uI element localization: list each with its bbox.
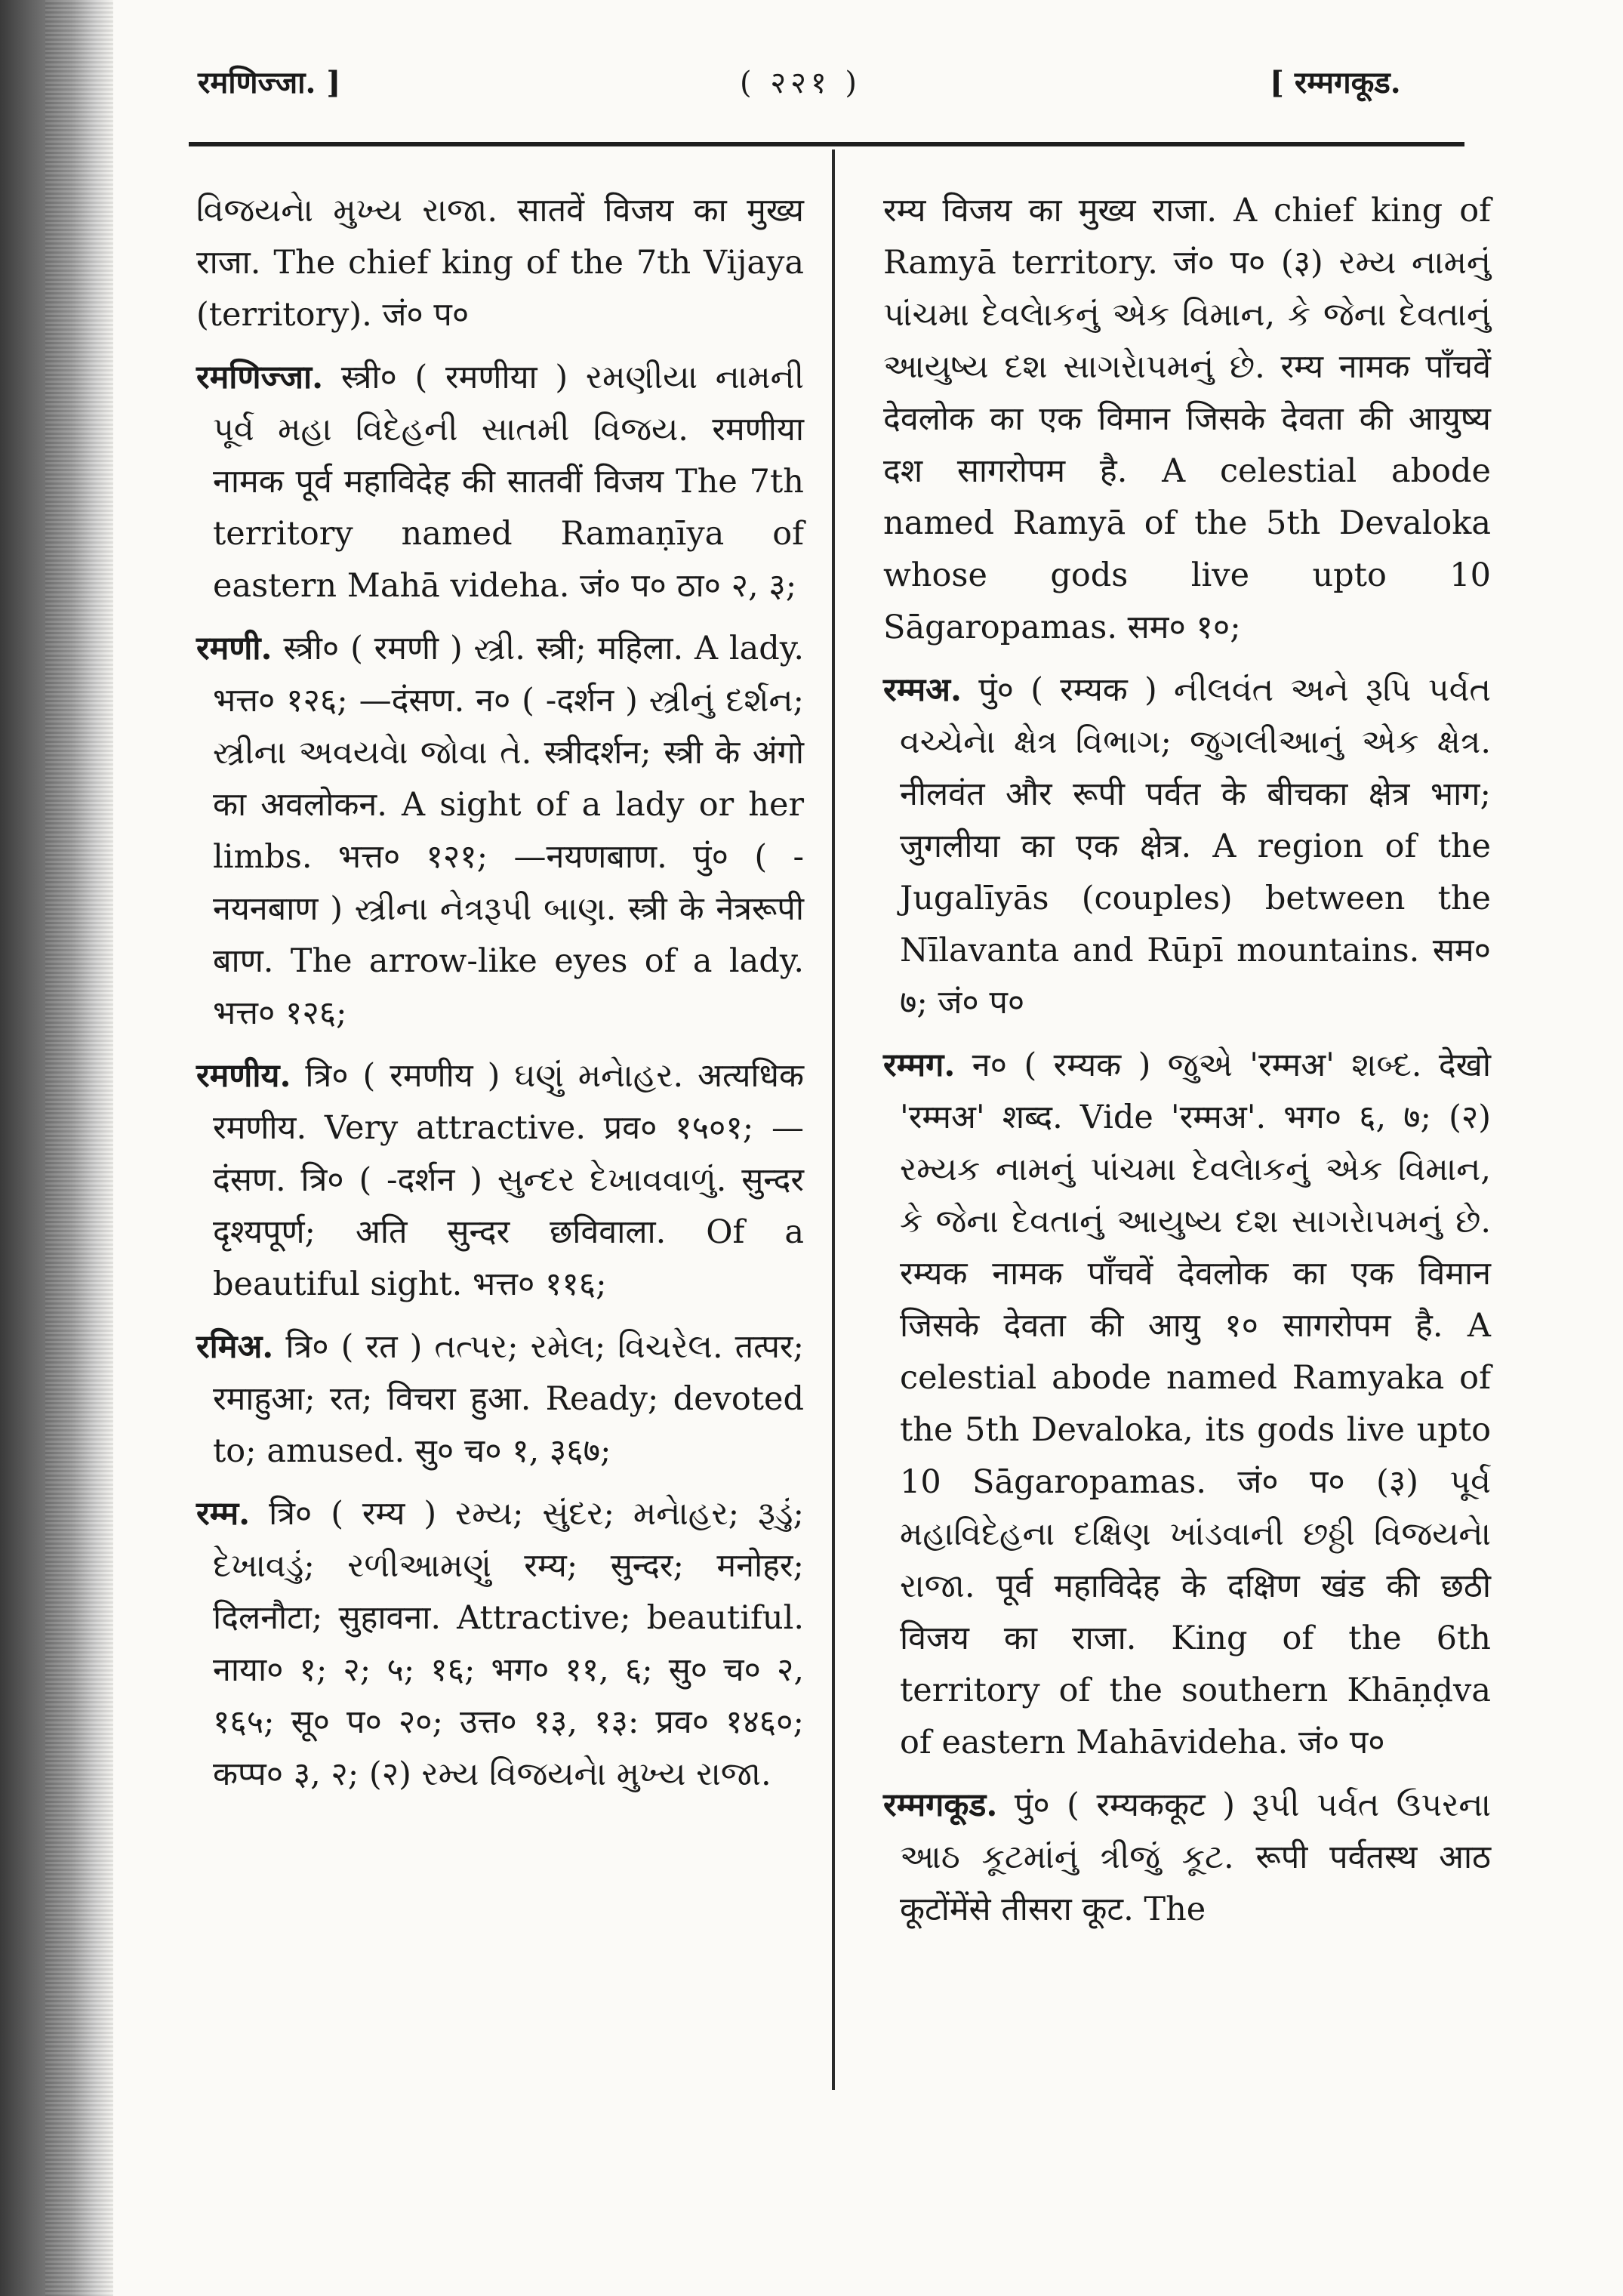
entry-text: पुं० ( रम्यक ) નીલવંત અને રૂપિ પર્વત વચ્ચેનેા ક્ષેત્ર વિભાગ; જુગલીઆનું એક ક્ષેત્ર. नीलवंत और रूपी पर्वत के बीचका क्षेत्र भाग; जुगलीया का एक क्षेत्र. A region of the Jugalīyās (couples) between the Nīlavanta and Rūpī mountains. सम० ७; जं० प०	[900, 671, 1491, 1022]
dictionary-entry	[196, 1050, 804, 1311]
entry-headword: रम्मग.	[883, 1046, 956, 1084]
entry-headword: रमिअ.	[196, 1328, 274, 1366]
entry-text: पुं० ( रम्यककूट ) રૂપી પર્વત ઉપરના આઠ કૂટમાંનું ત્રીજું કૂટ. रूपी पर्वतस्थ आठ कूटोंमेंसे तीसरा कूट. The	[900, 1786, 1491, 1928]
dictionary-entry	[196, 185, 804, 341]
entry-headword: रम्मगकूड.	[883, 1786, 998, 1824]
dictionary-entry	[883, 664, 1491, 1029]
dictionary-entry	[883, 185, 1491, 654]
entry-text: त्रि० ( रम्य ) રમ્ય; સુંદર; મનેાહર; રૂડું; દેખાવડું; રળીઆમણું रम्य; सुन्दर; मनोहर; दिलनौटा; सुहावना. Attractive; beautiful. नाया० १; २; ५; १६; भग० ११, ६; सु० च० २, १६५; सू० प० २०; उत्त० १३, १३: प्रव० १४६०; कप्प० ३, २; (२) રમ્ય વિજયનેા મુખ્ય રાજા.	[213, 1495, 804, 1793]
entry-text: स्त्री० ( रमणीया ) રમણીયા નામની પૂર્વ મહા વિદેહની સાતમી વિજય. रमणीया नामक पूर्व महाविदेह की सातवीं विजय The 7th territory named Ramaṇīya of eastern Mahā videha. जं० प० ठा० २, ३;	[213, 359, 805, 605]
entry-text: स्त्री० ( रमणी ) સ્ત્રી. स्त्री; महिला. A lady. भत्त० १२६; —दंसण. न० ( -दर्शन ) સ્ત્રીનું દર્શન; સ્ત્રીના અવયવેા જોવા તે. स्त्रीदर्शन; स्त्री के अंगो का अवलोकन. A sight of a lady or her limbs. भत्त० १२१; —नयणबाण. पुं० ( -नयनबाण ) સ્ત્રીના નેત્રરૂપી બાણ. स्त्री के नेत्ररूपी बाण. The arrow-like eyes of a lady. भत्त० १२६;	[213, 630, 805, 1032]
entry-headword: रमणी.	[196, 630, 273, 667]
entry-headword: रमणीय.	[196, 1057, 291, 1095]
column-divider	[832, 149, 835, 2090]
dictionary-entry	[196, 1321, 804, 1478]
entry-headword: रमणिज्जा.	[196, 359, 324, 396]
header-right-guideword: [ रम्मगकूड.	[1270, 65, 1401, 100]
dictionary-entry	[883, 1780, 1491, 1936]
binding-shadow-texture	[45, 0, 113, 2296]
dictionary-entry	[196, 352, 804, 612]
entry-text: न० ( रम्यक ) જુએ 'रम्मअ' શબ્દ. देखो 'रम्मअ' शब्द. Vide 'रम्मअ'. भग० ६, ७; (२) રમ્યક નામનું પાંચમા દેવલેાકનું એક વિમાન, કે જેના દેવતાનું આયુષ્ય દશ સાગરેાપમનું છે. रम्यक नामक पाँचवें देवलोक का एक विमान जिसके देवता की आयु १० सागरोपम है. A celestial abode named Ramyaka of the 5th Devaloka, its gods live upto 10 Sāgaropamas. जं० प० (३) પૂર્વ મહાવિદેહના દક્ષિણ ખાંડવાની છઠ્ઠી વિજયનેા રાજા. पूर्व महाविदेह के दक्षिण खंड की छठी विजय का राजा. King of the 6th territory of the southern Khāṇḍva of eastern Mahāvideha. जं० प०	[900, 1046, 1491, 1761]
entry-text: त्रि० ( रमणीय ) ઘણું મનેાહર. अत्यधिक रमणीय. Very attractive. प्रव० १५०१; —दंसण. त्रि० ( -दर्शन ) સુન્દર દેખાવવાળું. सुन्दर दृश्यपूर्ण; अति सुन्दर छविवाला. Of a beautiful sight. भत्त० ११६;	[213, 1057, 805, 1303]
left-column	[196, 185, 804, 1811]
right-column	[883, 185, 1491, 1946]
entry-headword: रम्मअ.	[883, 671, 962, 709]
page-header	[0, 53, 1623, 113]
dictionary-entry	[883, 1040, 1491, 1769]
header-left-guideword: रमणिज्जा. ]	[198, 65, 341, 100]
page-number: ( २२१ )	[740, 66, 862, 100]
entry-text: रम्य विजय का मुख्य राजा. A chief king of Ramyā territory. जं० प० (३) રમ્ય નામનું પાંચમા દેવલેાકનું એક વિમાન, કે જેના દેવતાનું આયુષ્ય દશ સાગરેાપમનું છે. रम्य नामक पाँचवें देवलोक का एक विमान जिसके देवता की आयुष्य दश सागरोपम है. A celestial abode named Ramyā of the 5th Devaloka whose gods live upto 10 Sāgaropamas. सम० १०;	[883, 192, 1491, 646]
dictionary-entry	[196, 1488, 804, 1801]
entry-text: त्रि० ( रत ) તત્પર; રમેલ; વિચરેલ. तत्पर; रमाहुआ; रत; विचरा हुआ. Ready; devoted to; amused. सु० च० १, ३६७;	[213, 1328, 805, 1470]
header-rule	[189, 142, 1464, 146]
entry-text: વિજયનેા મુખ્ય રાજા. सातवें विजय का मुख्य राजा. The chief king of the 7th Vijaya (territory). जं० प०	[196, 192, 804, 334]
dictionary-entry	[196, 623, 804, 1040]
entry-headword: रम्म.	[196, 1495, 251, 1533]
